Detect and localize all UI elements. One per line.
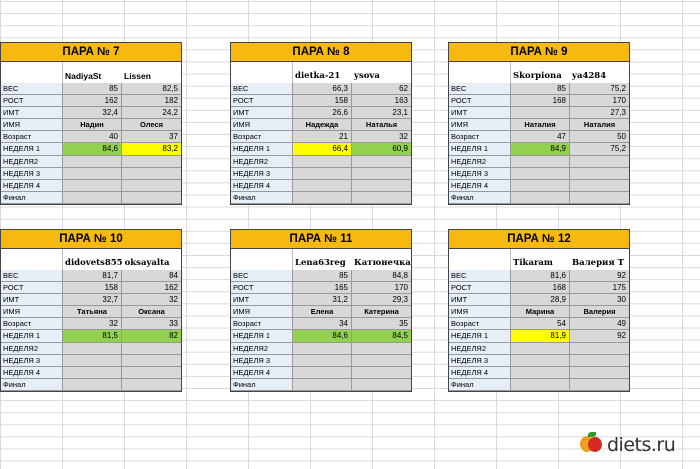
value-cell[interactable] (293, 379, 352, 391)
value-cell[interactable] (63, 156, 122, 168)
value-cell[interactable] (293, 192, 352, 204)
value-cell[interactable] (352, 156, 411, 168)
table-row (230, 306, 412, 318)
value-cell[interactable] (570, 192, 629, 204)
row-label: НЕДЕЛЯ 3 (1, 168, 63, 180)
value-cell[interactable] (570, 355, 629, 367)
row-label: РОСТ (449, 95, 511, 107)
pair-title: ПАРА № 7 (0, 42, 182, 62)
value-cell[interactable]: 40 (63, 131, 122, 143)
value-cell[interactable]: 47 (511, 131, 570, 143)
table-row (0, 318, 182, 330)
value-cell[interactable] (511, 107, 570, 119)
value-cell[interactable]: 92 (570, 330, 629, 342)
value-cell[interactable]: 162 (122, 282, 181, 294)
value-cell[interactable]: 66,3 (293, 83, 352, 95)
row-label: НЕДЕЛЯ2 (231, 343, 293, 355)
value-cell[interactable] (511, 192, 570, 204)
row-label: ИМЯ (231, 306, 293, 318)
value-cell[interactable]: 28,9 (511, 294, 570, 306)
row-label: НЕДЕЛЯ 4 (231, 180, 293, 192)
value-cell[interactable]: 92 (570, 270, 629, 282)
table-row (0, 95, 182, 107)
value-cell[interactable]: 21 (293, 131, 352, 143)
table-row (230, 95, 412, 107)
value-cell[interactable] (122, 168, 181, 180)
table-row (0, 168, 182, 180)
table-row (0, 379, 182, 392)
value-cell[interactable]: 170 (570, 95, 629, 107)
value-cell[interactable] (352, 168, 411, 180)
value-cell[interactable]: 85 (63, 83, 122, 95)
row-label: Возраст (1, 131, 63, 143)
table-row (0, 119, 182, 131)
table-row (230, 330, 412, 342)
value-cell[interactable]: 83,2 (122, 143, 181, 155)
value-cell[interactable] (293, 355, 352, 367)
value-cell[interactable]: Олеся (122, 119, 181, 131)
row-label: Возраст (231, 318, 293, 330)
pair-title: ПАРА № 12 (448, 229, 630, 249)
pair-block-10 (0, 229, 182, 392)
table-row (448, 343, 630, 355)
value-cell[interactable]: 23,1 (352, 107, 411, 119)
table-row (230, 192, 412, 205)
table-row (0, 367, 182, 379)
table-row (448, 143, 630, 155)
value-cell[interactable]: 81,7 (63, 270, 122, 282)
table-row (0, 282, 182, 294)
value-cell[interactable] (293, 180, 352, 192)
value-cell[interactable]: 31,2 (293, 294, 352, 306)
value-cell[interactable]: 81,6 (511, 270, 570, 282)
value-cell[interactable] (293, 156, 352, 168)
nick-2: Lissen (124, 71, 151, 81)
table-row (0, 107, 182, 119)
value-cell[interactable] (511, 180, 570, 192)
row-label: РОСТ (1, 95, 63, 107)
table-row (448, 367, 630, 379)
table-row (0, 156, 182, 168)
nick-row (0, 249, 182, 270)
row-label: НЕДЕЛЯ 1 (449, 143, 511, 155)
value-cell[interactable]: 32 (63, 318, 122, 330)
pair-block-9 (448, 42, 630, 205)
logo-text: diets.ru (607, 434, 676, 456)
table-row (0, 270, 182, 282)
value-cell[interactable]: 85 (293, 270, 352, 282)
row-label: ВЕС (1, 83, 63, 95)
value-cell[interactable]: 49 (570, 318, 629, 330)
value-cell[interactable] (570, 343, 629, 355)
value-cell[interactable] (63, 355, 122, 367)
table-row (230, 107, 412, 119)
table-row (448, 119, 630, 131)
table-row (230, 168, 412, 180)
value-cell[interactable] (122, 379, 181, 391)
value-cell[interactable] (352, 379, 411, 391)
value-cell[interactable] (570, 156, 629, 168)
row-label: Возраст (449, 131, 511, 143)
nick-1: didovets855 (65, 258, 123, 268)
fruit-icon (578, 432, 604, 458)
value-cell[interactable]: 27,3 (570, 107, 629, 119)
value-cell[interactable]: 84 (122, 270, 181, 282)
row-label: ИМЯ (231, 119, 293, 131)
value-cell[interactable] (293, 343, 352, 355)
value-cell[interactable] (511, 168, 570, 180)
nick-row (0, 62, 182, 83)
nick-row (230, 62, 412, 83)
row-label: ИМТ (231, 294, 293, 306)
nick-1: Tikaram (513, 258, 553, 268)
row-label: НЕДЕЛЯ2 (449, 343, 511, 355)
table-row (0, 294, 182, 306)
row-label: ИМТ (231, 107, 293, 119)
table-row (230, 180, 412, 192)
row-label: НЕДЕЛЯ 3 (231, 355, 293, 367)
value-cell[interactable]: 34 (293, 318, 352, 330)
value-cell[interactable] (511, 367, 570, 379)
site-logo (578, 425, 675, 465)
pair-block-8 (230, 42, 412, 205)
nick-1: dietka-21 (295, 71, 341, 81)
table-row (230, 270, 412, 282)
table-row (448, 270, 630, 282)
value-cell[interactable] (352, 180, 411, 192)
value-cell[interactable] (122, 192, 181, 204)
table-row (448, 355, 630, 367)
value-cell[interactable] (122, 156, 181, 168)
table-row (0, 330, 182, 342)
row-label: НЕДЕЛЯ 1 (1, 143, 63, 155)
value-cell[interactable]: 175 (570, 282, 629, 294)
value-cell[interactable]: 82,5 (122, 83, 181, 95)
nick-2: oksayalta (124, 258, 170, 268)
row-label: ВЕС (231, 83, 293, 95)
row-label: ВЕС (1, 270, 63, 282)
value-cell[interactable]: 32,4 (63, 107, 122, 119)
value-cell[interactable]: 84,6 (63, 143, 122, 155)
table-row (448, 168, 630, 180)
value-cell[interactable]: 182 (122, 95, 181, 107)
value-cell[interactable]: 50 (570, 131, 629, 143)
table-row (0, 143, 182, 155)
value-cell[interactable]: 75,2 (570, 83, 629, 95)
value-cell[interactable]: Надин (63, 119, 122, 131)
pair-title: ПАРА № 11 (230, 229, 412, 249)
value-cell[interactable] (570, 168, 629, 180)
pair-title: ПАРА № 8 (230, 42, 412, 62)
row-label: Финал (231, 379, 293, 391)
value-cell[interactable] (293, 168, 352, 180)
table-row (230, 367, 412, 379)
value-cell[interactable]: 32 (122, 294, 181, 306)
row-label: Финал (231, 192, 293, 204)
value-cell[interactable]: 60,9 (352, 143, 411, 155)
value-cell[interactable]: Марина (511, 306, 570, 318)
value-cell[interactable] (352, 343, 411, 355)
value-cell[interactable] (511, 379, 570, 391)
table-row (448, 192, 630, 205)
value-cell[interactable]: 29,3 (352, 294, 411, 306)
table-row (448, 131, 630, 143)
pair-title: ПАРА № 10 (0, 229, 182, 249)
value-cell[interactable] (511, 355, 570, 367)
value-cell[interactable]: 35 (352, 318, 411, 330)
table-row (448, 83, 630, 95)
nick-row (448, 62, 630, 83)
row-label: ИМЯ (1, 119, 63, 131)
value-cell[interactable]: 37 (122, 131, 181, 143)
table-row (448, 318, 630, 330)
value-cell[interactable] (352, 355, 411, 367)
nick-row (230, 249, 412, 270)
row-label: НЕДЕЛЯ 4 (449, 180, 511, 192)
nick-1: NadiyaSt (65, 71, 102, 81)
row-label: ИМТ (449, 107, 511, 119)
value-cell[interactable]: 81,5 (63, 330, 122, 342)
table-row (0, 355, 182, 367)
value-cell[interactable] (122, 355, 181, 367)
table-row (230, 143, 412, 155)
row-label: НЕДЕЛЯ 4 (1, 180, 63, 192)
value-cell[interactable] (63, 168, 122, 180)
table-row (448, 294, 630, 306)
row-label: ИМТ (449, 294, 511, 306)
value-cell[interactable] (570, 180, 629, 192)
value-cell[interactable]: Елена (293, 306, 352, 318)
row-label: ВЕС (449, 270, 511, 282)
value-cell[interactable]: 170 (352, 282, 411, 294)
value-cell[interactable]: Наталия (511, 119, 570, 131)
value-cell[interactable]: 158 (63, 282, 122, 294)
row-label: НЕДЕЛЯ 4 (1, 367, 63, 379)
value-cell[interactable]: 33 (122, 318, 181, 330)
row-label: НЕДЕЛЯ 3 (231, 168, 293, 180)
value-cell[interactable]: 32 (352, 131, 411, 143)
value-cell[interactable] (570, 379, 629, 391)
nick-2: ysova (354, 71, 380, 81)
value-cell[interactable]: 30 (570, 294, 629, 306)
row-label: РОСТ (449, 282, 511, 294)
value-cell[interactable] (63, 367, 122, 379)
value-cell[interactable]: 168 (511, 282, 570, 294)
row-label: ИМЯ (1, 306, 63, 318)
value-cell[interactable]: 24,2 (122, 107, 181, 119)
table-row (448, 180, 630, 192)
value-cell[interactable]: 32,7 (63, 294, 122, 306)
value-cell[interactable] (352, 367, 411, 379)
row-label: НЕДЕЛЯ2 (1, 343, 63, 355)
table-row (230, 119, 412, 131)
value-cell[interactable]: Валерия (570, 306, 629, 318)
pair-block-11 (230, 229, 412, 392)
value-cell[interactable]: 66,4 (293, 143, 352, 155)
row-label: НЕДЕЛЯ2 (231, 156, 293, 168)
row-label: ИМЯ (449, 119, 511, 131)
row-label: Возраст (449, 318, 511, 330)
value-cell[interactable]: 168 (511, 95, 570, 107)
value-cell[interactable]: Наталия (570, 119, 629, 131)
value-cell[interactable]: 84,9 (511, 143, 570, 155)
value-cell[interactable]: 165 (293, 282, 352, 294)
table-row (448, 107, 630, 119)
row-label: НЕДЕЛЯ 1 (231, 330, 293, 342)
row-label: ВЕС (231, 270, 293, 282)
value-cell[interactable] (293, 367, 352, 379)
table-row (448, 306, 630, 318)
table-row (0, 83, 182, 95)
table-row (230, 131, 412, 143)
value-cell[interactable]: 62 (352, 83, 411, 95)
table-row (0, 192, 182, 205)
table-row (230, 156, 412, 168)
row-label: ИМТ (1, 107, 63, 119)
value-cell[interactable]: 81,9 (511, 330, 570, 342)
value-cell[interactable]: Катерина (352, 306, 411, 318)
row-label: РОСТ (1, 282, 63, 294)
table-row (0, 180, 182, 192)
table-row (230, 355, 412, 367)
value-cell[interactable] (570, 367, 629, 379)
value-cell[interactable] (63, 180, 122, 192)
nick-2: Катюнечка (354, 258, 411, 268)
row-label: Финал (449, 192, 511, 204)
row-label: НЕДЕЛЯ 4 (449, 367, 511, 379)
value-cell[interactable]: 162 (63, 95, 122, 107)
table-row (448, 330, 630, 342)
pair-block-7 (0, 42, 182, 205)
row-label: Финал (1, 192, 63, 204)
value-cell[interactable]: 163 (352, 95, 411, 107)
row-label: НЕДЕЛЯ 3 (1, 355, 63, 367)
value-cell[interactable]: 26,6 (293, 107, 352, 119)
value-cell[interactable] (122, 180, 181, 192)
value-cell[interactable]: 84,6 (293, 330, 352, 342)
table-row (230, 83, 412, 95)
nick-1: Skorpiona (513, 71, 562, 81)
pair-title: ПАРА № 9 (448, 42, 630, 62)
table-row (230, 318, 412, 330)
row-label: ИМТ (1, 294, 63, 306)
table-row (448, 95, 630, 107)
row-label: РОСТ (231, 95, 293, 107)
value-cell[interactable] (122, 367, 181, 379)
row-label: НЕДЕЛЯ 3 (449, 355, 511, 367)
row-label: ВЕС (449, 83, 511, 95)
value-cell[interactable]: Татьяна (63, 306, 122, 318)
table-row (230, 294, 412, 306)
table-row (0, 306, 182, 318)
nick-1: Lena63reg (295, 258, 346, 268)
value-cell[interactable]: 82 (122, 330, 181, 342)
value-cell[interactable] (122, 343, 181, 355)
value-cell[interactable]: Наталья (352, 119, 411, 131)
value-cell[interactable] (511, 343, 570, 355)
table-row (448, 379, 630, 392)
row-label: ИМЯ (449, 306, 511, 318)
table-row (230, 379, 412, 392)
row-label: НЕДЕЛЯ2 (449, 156, 511, 168)
value-cell[interactable] (511, 156, 570, 168)
value-cell[interactable]: 158 (293, 95, 352, 107)
value-cell[interactable] (63, 343, 122, 355)
nick-row (448, 249, 630, 270)
value-cell[interactable]: Надежда (293, 119, 352, 131)
row-label: Возраст (1, 318, 63, 330)
nick-2: Валерия Т (572, 258, 624, 268)
row-label: НЕДЕЛЯ2 (1, 156, 63, 168)
row-label: Финал (1, 379, 63, 391)
value-cell[interactable]: 84,8 (352, 270, 411, 282)
value-cell[interactable]: 85 (511, 83, 570, 95)
value-cell[interactable] (63, 192, 122, 204)
table-row (0, 131, 182, 143)
row-label: Возраст (231, 131, 293, 143)
value-cell[interactable] (63, 379, 122, 391)
table-row (230, 282, 412, 294)
pair-block-12 (448, 229, 630, 392)
row-label: НЕДЕЛЯ 1 (231, 143, 293, 155)
row-label: Финал (449, 379, 511, 391)
value-cell[interactable]: 75,2 (570, 143, 629, 155)
table-row (448, 282, 630, 294)
table-row (448, 156, 630, 168)
table-row (0, 343, 182, 355)
row-label: НЕДЕЛЯ 1 (449, 330, 511, 342)
row-label: РОСТ (231, 282, 293, 294)
row-label: НЕДЕЛЯ 3 (449, 168, 511, 180)
value-cell[interactable] (352, 192, 411, 204)
row-label: НЕДЕЛЯ 1 (1, 330, 63, 342)
value-cell[interactable]: Оксана (122, 306, 181, 318)
nick-2: ya4284 (572, 71, 607, 81)
value-cell[interactable]: 54 (511, 318, 570, 330)
table-row (230, 343, 412, 355)
value-cell[interactable]: 84,5 (352, 330, 411, 342)
row-label: НЕДЕЛЯ 4 (231, 367, 293, 379)
